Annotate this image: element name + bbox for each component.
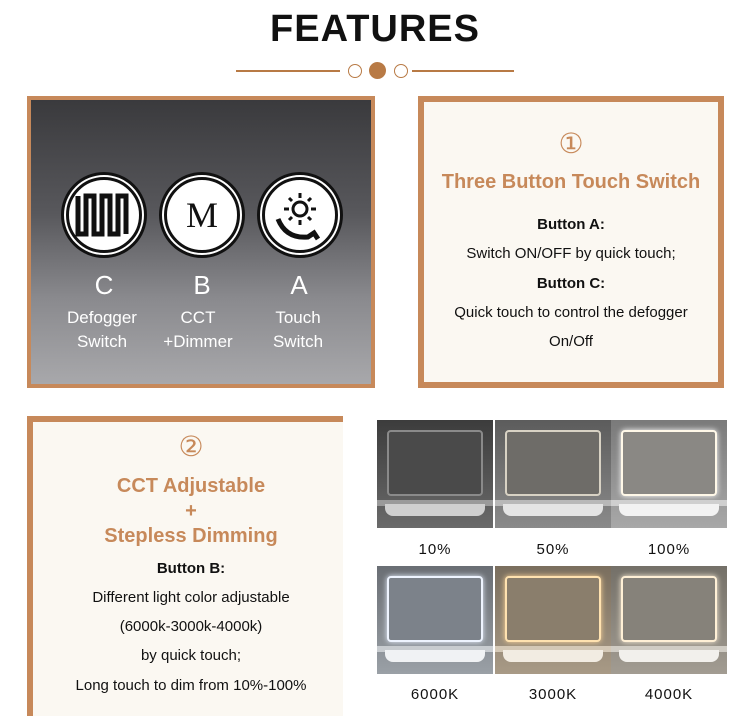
mirror-photo-3000k: [495, 566, 611, 674]
mirror-photo-4000k: [611, 566, 727, 674]
thumb-label: 10%: [418, 541, 452, 558]
button-letter-b: B: [193, 270, 211, 300]
cct-dimmer-button: [159, 172, 245, 258]
mirror-photo-100: [611, 420, 727, 528]
mirror-photo-50: [495, 420, 611, 528]
caption-touch: Touch: [275, 308, 321, 327]
thumb-label: 3000K: [528, 686, 578, 703]
defogger-icon: [66, 177, 142, 253]
caption-cct: CCT: [180, 308, 216, 327]
mirror-photo-10: [377, 420, 493, 528]
title-divider-left: [236, 70, 340, 72]
svg-text:M: M: [185, 195, 219, 235]
card2-line: (6000k-3000k-4000k): [119, 618, 263, 635]
feature-heading-2b: Stepless Dimming: [104, 525, 278, 547]
thumb-label: 6000K: [410, 686, 460, 703]
feature-heading-1: Three Button Touch Switch: [441, 171, 701, 193]
feature-heading-2a: CCT Adjustable: [116, 475, 266, 497]
caption-switch-a: Switch: [272, 332, 324, 351]
mirror-photo-6000k: [377, 566, 493, 674]
defogger-button: [61, 172, 147, 258]
divider-dot: [394, 64, 408, 78]
feature-number-1: ①: [558, 128, 584, 159]
divider-dot: [348, 64, 362, 78]
caption-switch: Switch: [76, 332, 128, 351]
card2-line: Different light color adjustable: [92, 589, 290, 606]
touch-switch-button: [257, 172, 343, 258]
feature-heading-plus: +: [185, 500, 197, 522]
m-letter-icon: [164, 177, 240, 253]
card2-line: by quick touch;: [140, 647, 242, 664]
divider-dot-active: [369, 62, 386, 79]
title-divider-right: [412, 70, 514, 72]
thumb-label: 100%: [647, 541, 691, 558]
caption-defogger: Defogger: [67, 308, 137, 327]
card1-line: On/Off: [549, 333, 593, 350]
caption-dimmer: +Dimmer: [163, 332, 233, 351]
page-title: FEATURES: [270, 8, 480, 50]
button-letter-c: C: [94, 270, 114, 300]
thumb-label: 4000K: [644, 686, 694, 703]
feature-number-2: ②: [178, 431, 204, 462]
thumb-label: 50%: [536, 541, 570, 558]
card2-line: Button B:: [156, 560, 226, 577]
card1-line: Switch ON/OFF by quick touch;: [466, 245, 676, 262]
sun-touch-icon: [262, 177, 338, 253]
button-letter-a: A: [290, 270, 308, 300]
card1-line: Button A:: [537, 216, 605, 233]
card2-line: Long touch to dim from 10%-100%: [75, 677, 307, 694]
card1-line: Button C:: [536, 275, 606, 292]
card1-line: Quick touch to control the defogger: [454, 304, 688, 321]
